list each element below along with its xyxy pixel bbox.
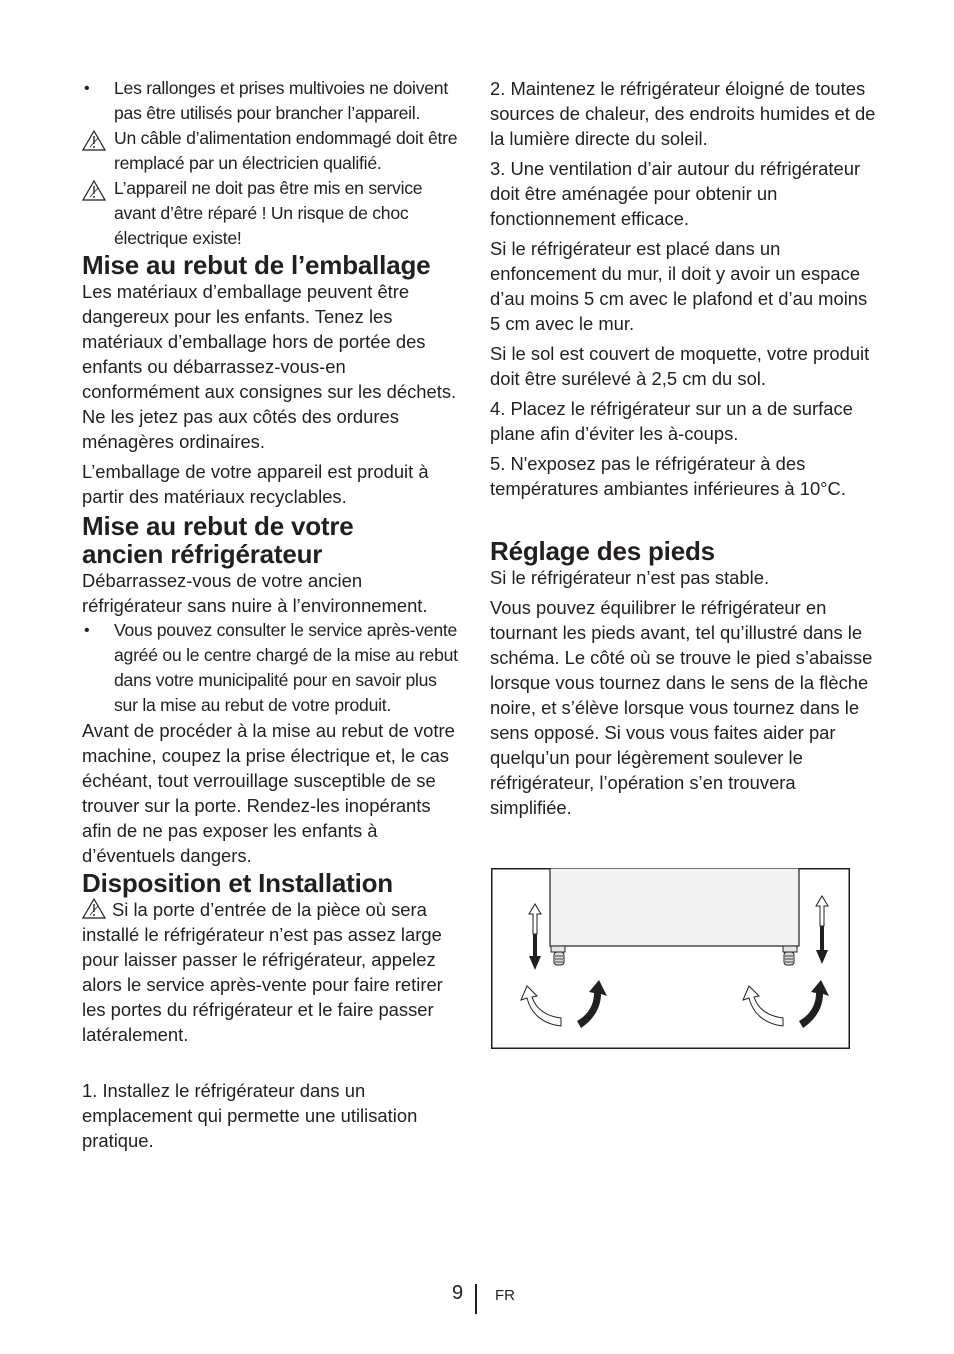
page-number: 9 [452, 1282, 464, 1304]
bullet-text-extensions: Les rallonges et prises multivoies ne doivent pas être utilisés pour brancher l’appareil. [114, 78, 448, 123]
paragraph-step-5: 5. N'exposez pas le réfrigérateur à des températures ambiantes inférieures à 10°C. [490, 453, 846, 499]
warning-triangle-icon [82, 130, 106, 151]
paragraph-step-1: 1. Installez le réfrigérateur dans un emplacement qui permette une utilisation pratique. [82, 1080, 418, 1151]
paragraph-carpet: Si le sol est couvert de moquette, votre produit doit être surélevé à 2,5 cm du sol. [490, 343, 870, 389]
paragraph-recess: Si le réfrigérateur est placé dans un enfoncement du mur, il doit y avoir un espace d’au moins 5 cm avec le plafond et d’au moins 5 cm avec le mur. [490, 238, 868, 334]
fridge-body [550, 868, 799, 946]
heading-old-fridge-line1: Mise au rebut de votre [82, 511, 354, 541]
bullet-text-after-sales: Vous pouvez consulter le service après-vente agréé ou le centre chargé de la mise au rebut dans votre municipalité pour en savoir plus sur la mise au rebut de votre produit. [114, 620, 458, 715]
paragraph-installation-door [82, 897, 462, 1047]
paragraph-feet-unstable: Si le réfrigérateur n’est pas stable. [490, 567, 770, 588]
bullet-icon: • [84, 80, 90, 97]
warning-item [82, 176, 462, 251]
bullet-item [82, 618, 462, 718]
heading-installation: Disposition et Installation [82, 868, 393, 898]
paragraph-step-3: 3. Une ventilation d’air autour du réfrigérateur doit être aménagée pour obtenir un fonctionnement efficace. [490, 158, 861, 229]
paragraph-packaging-danger: Les matériaux d’emballage peuvent être dangereux pour les enfants. Tenez les matériaux d’emballage hors de portée des enfants ou débarrassez-vous-en conformément aux consignes sur les déchets. Ne les jetez pas aux côtés des ordures ménagères ordinaires. [82, 281, 457, 452]
footer-divider [475, 1284, 477, 1314]
paragraph-feet-instructions: Vous pouvez équilibrer le réfrigérateur en tournant les pieds avant, tel qu’illustré dans le schéma. Le côté où se trouve le pied s’abaisse lorsque vous tournez dans le sens de la flèche noire, et s’élève lorsque vous tournez dans le sens opposé. Si vous vous faites aider par quelqu’un pour légèrement soulever le réfrigérateur, l’opération s’en trouvera simplifiée. [490, 597, 873, 818]
paragraph-step-2: 2. Maintenez le réfrigérateur éloigné de toutes sources de chaleur, des endroits humides et de la lumière directe du soleil. [490, 78, 876, 149]
paragraph-old-fridge-unplug: Avant de procéder à la mise au rebut de votre machine, coupez la prise électrique et, le cas échéant, tout verrouillage susceptible de se trouver sur la porte. Rendez-les inopérants afin de ne pas exposer les enfants à d’éventuels dangers. [82, 720, 455, 866]
right-column [490, 76, 880, 820]
heading-old-fridge-line2: ancien réfrigérateur [82, 539, 323, 569]
warning-triangle-icon [82, 898, 106, 919]
heading-feet-adjustment: Réglage des pieds [490, 536, 715, 566]
language-code: FR [495, 1287, 515, 1304]
paragraph-step-4: 4. Placez le réfrigérateur sur un a de surface plane afin d’éviter les à-coups. [490, 398, 853, 444]
warning-triangle-icon [82, 180, 106, 201]
installation-door-text: Si la porte d’entrée de la pièce où sera installé le réfrigérateur n’est pas assez large pour laisser passer le réfrigérateur, appelez alors le service après-vente pour faire retirer les portes du réfrigérateur et le faire passer latéralement. [82, 899, 443, 1045]
bullet-item [82, 76, 462, 126]
paragraph-packaging-recyclable: L’emballage de votre appareil est produit à partir des matériaux recyclables. [82, 461, 429, 507]
warning-text-cable: Un câble d’alimentation endommagé doit être remplacé par un électricien qualifié. [114, 128, 458, 173]
bullet-icon: • [84, 622, 90, 639]
paragraph-old-fridge-environment: Débarrassez-vous de votre ancien réfrigérateur sans nuire à l’environnement. [82, 570, 428, 616]
warning-item [82, 126, 462, 176]
feet-adjustment-diagram [491, 868, 850, 1049]
heading-packaging-disposal: Mise au rebut de l’emballage [82, 250, 431, 280]
heading-old-fridge-disposal [82, 512, 462, 568]
warning-text-repair: L’appareil ne doit pas être mis en service avant d’être réparé ! Un risque de choc électrique existe! [114, 178, 423, 248]
left-column [82, 76, 462, 1153]
